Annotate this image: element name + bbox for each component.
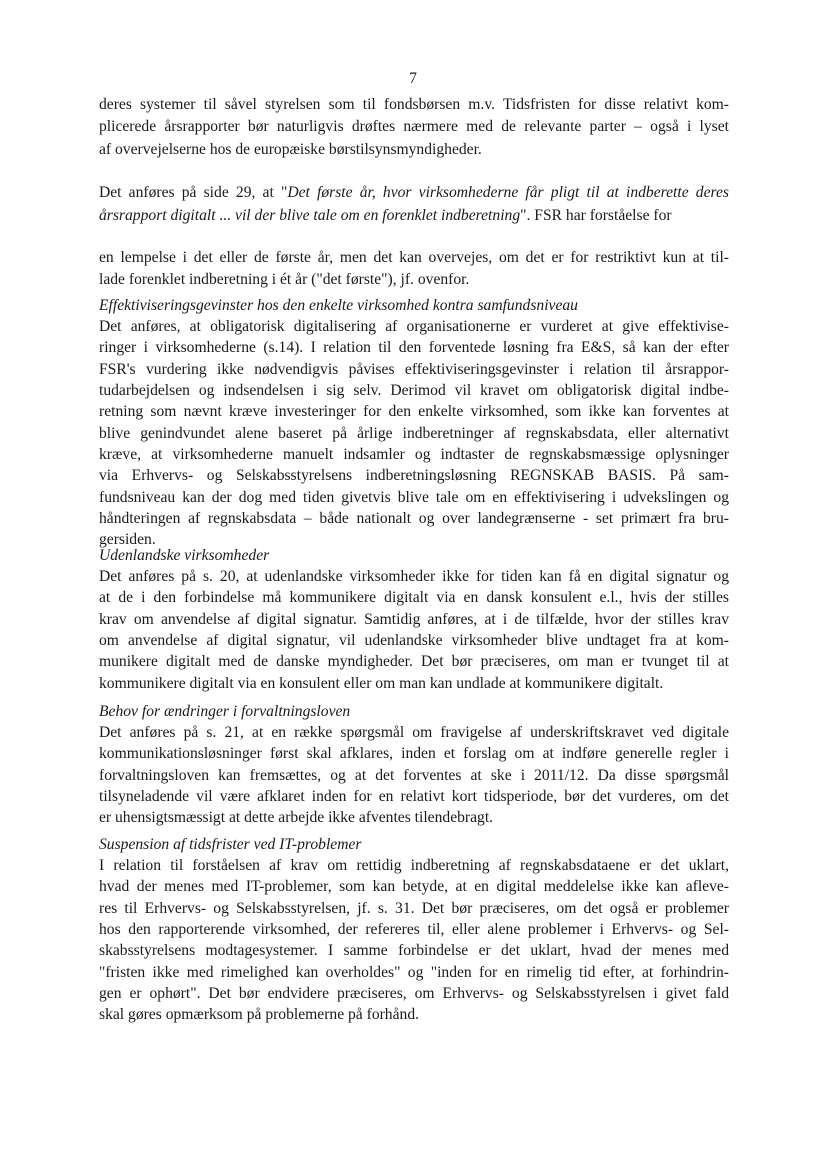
text-line: I relation til forståelsen af krav om rettidig indberetning af regnskabsdataene er det uklart, bbox=[99, 857, 729, 874]
text-line: Det anføres, at obligatorisk digitalisering af organisationerne er vurderet at give effektivise- bbox=[99, 318, 729, 335]
quote-italic: årsrapport digitalt ... vil der blive tale om en forenklet indberetning bbox=[99, 207, 521, 224]
text-line: Det anføres på s. 20, at udenlandske virksomheder ikke for tiden kan få en digital signatur og bbox=[99, 568, 729, 585]
page-number: 7 bbox=[409, 70, 417, 87]
text-line: hvad der menes med IT-problemer, som kan betyde, at en digital meddelelse ikke kan afleve- bbox=[99, 878, 729, 895]
text-line: blive genindvundet alene baseret på årlige indberetninger af regnskabsdata, eller alternativt bbox=[99, 425, 729, 442]
text-line: retning som nævnt kræve investeringer for den enkelte virksomhed, som ikke kan forventes at bbox=[99, 403, 729, 420]
text-line: FSR's vurdering ikke nødvendigvis påvises effektiviseringsgevinster i relation til årsrappor- bbox=[99, 361, 729, 378]
text-line: at de i den forbindelse må kommunikere digitalt via en dansk konsulent e.l., hvis der stilles bbox=[99, 589, 729, 606]
text-line: en lempelse i det eller de første år, men det kan overvejes, om det er for restriktivt kun at til- bbox=[99, 249, 729, 266]
text-line: skabsstyrelsens modtagesystemer. I samme forbindelse er det uklart, hvad der menes med bbox=[99, 942, 729, 959]
text-line: res til Erhvervs- og Selskabsstyrelsen, jf. s. 31. Det bør præciseres, om det også er problemer bbox=[99, 900, 729, 917]
text-line: gersiden. bbox=[99, 531, 156, 548]
text-line: krav om anvendelse af digital signatur. Samtidig anføres, at i de tilfælde, hvor der stilles krav bbox=[99, 611, 729, 628]
text-span: Det anføres på side 29, at " bbox=[99, 184, 288, 201]
text-line: kræve, at virksomhederne manuelt indsamler og indtaster de regnskabsmæssige oplysninger bbox=[99, 446, 729, 463]
text-line: af overvejelserne hos de europæiske børstilsynsmyndigheder. bbox=[99, 141, 482, 158]
text-line: kommunikere digitalt via en konsulent eller om man kan undlade at kommunikere digitalt. bbox=[99, 675, 664, 692]
text-line: plicerede årsrapporter bør naturligvis drøftes nærmere med de relevante parter – også i lyset bbox=[99, 118, 729, 135]
text-line: er uhensigtsmæssigt at dette arbejde ikke afventes tilendebragt. bbox=[99, 809, 494, 826]
text-span: ". FSR har forståelse for bbox=[520, 207, 672, 224]
text-line bbox=[99, 206, 729, 226]
text-line: håndteringen af regnskabsdata – både nationalt og over landegrænserne - set primært fra bru- bbox=[99, 510, 729, 527]
text-line: tilsyneladende vil være afklaret inden for en relativt kort tidsperiode, bør det vurderes, om det bbox=[99, 788, 729, 805]
text-line: kommunikationsløsninger først skal afklares, inden et forslag om at indføre generelle regler i bbox=[99, 745, 729, 762]
text-line: via Erhvervs- og Selskabsstyrelsens indberetningsløsning REGNSKAB BASIS. På sam- bbox=[99, 467, 729, 484]
text-line: fundsniveau kan der dog med tiden givetvis blive tale om en effektivisering i udvekslingen og bbox=[99, 489, 729, 506]
section-heading: Effektiviseringsgevinster hos den enkelte virksomhed kontra samfundsniveau bbox=[99, 297, 578, 314]
text-line: munikere digitalt med de danske myndigheder. Det bør præciseres, om man er tvunget til at bbox=[99, 653, 729, 670]
text-line: lade forenklet indberetning i ét år ("det første"), jf. ovenfor. bbox=[99, 271, 470, 288]
text-line: tudarbejdelsen og indsendelsen i sig selv. Derimod vil kravet om obligatorisk digital indbe- bbox=[99, 382, 729, 399]
section-heading: Behov for ændringer i forvaltningsloven bbox=[99, 703, 351, 720]
text-line: forvaltningsloven kan fremsættes, og at det forventes at ske i 2011/12. Da disse spørgsmål bbox=[99, 767, 729, 784]
section-heading: Suspension af tidsfrister ved IT-problemer bbox=[99, 836, 362, 853]
text-line: "fristen ikke med rimelighed kan overholdes" og "inden for en rimelig tid efter, at forhindrin- bbox=[99, 964, 729, 981]
quote-italic: Det første år, hvor virksomhederne får pligt til at indberette deres bbox=[287, 184, 729, 201]
text-line: Det anføres på s. 21, at en række spørgsmål om fravigelse af underskriftskravet ved digitale bbox=[99, 724, 729, 741]
text-line: gen er ophørt". Det bør endvidere præciseres, om Erhvervs- og Selskabsstyrelsen i givet fald bbox=[99, 985, 729, 1002]
text-line: skal gøres opmærksom på problemerne på forhånd. bbox=[99, 1006, 420, 1023]
text-line: hos den rapporterende virksomhed, der refereres til, eller alene problemer i Erhvervs- og Sel- bbox=[99, 921, 729, 938]
section-heading: Udenlandske virksomheder bbox=[99, 547, 270, 564]
text-line: ringer i virksomhederne (s.14). I relation til den forventede løsning fra E&S, så kan der efter bbox=[99, 339, 729, 356]
text-line: om anvendelse af digital signatur, vil udenlandske virksomheder blive undtaget fra at kom- bbox=[99, 632, 729, 649]
text-line bbox=[99, 183, 729, 203]
text-line: deres systemer til såvel styrelsen som til fondsbørsen m.v. Tidsfristen for disse relativt kom- bbox=[99, 96, 729, 113]
